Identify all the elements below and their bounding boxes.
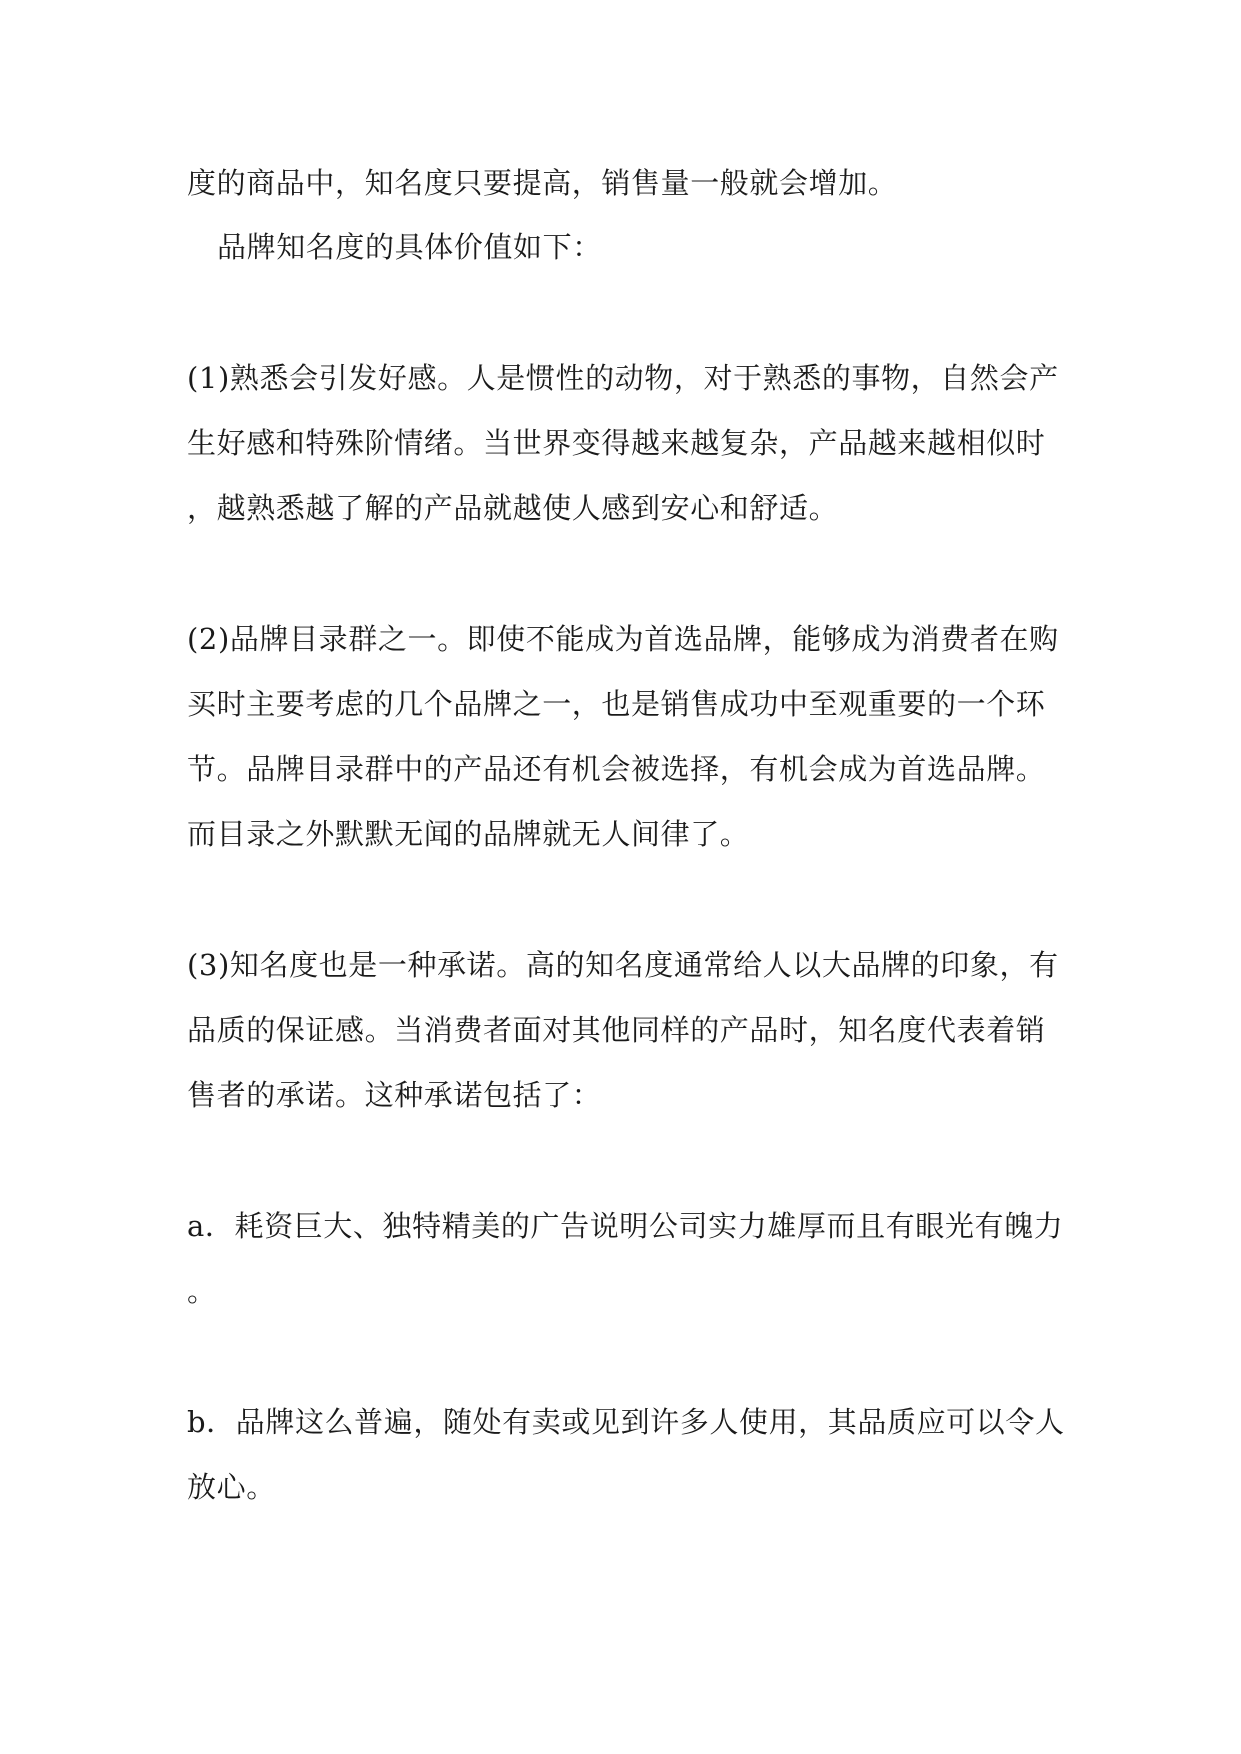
text-line: 节。品牌目录群中的产品还有机会被选择，有机会成为首选品牌。 (187, 752, 1046, 786)
text-line: 度的商品中，知名度只要提高，销售量一般就会增加。 (187, 166, 898, 200)
text-line: 放心。 (187, 1470, 276, 1504)
text-line: 买时主要考虑的几个品牌之一，也是销售成功中至观重要的一个环 (187, 687, 1046, 721)
text-line: (2)品牌目录群之一。即使不能成为首选品牌，能够成为消费者在购 (187, 622, 1059, 656)
text-line: (1)熟悉会引发好感。人是惯性的动物，对于熟悉的事物，自然会产 (187, 361, 1059, 395)
text-line: 而目录之外默默无闻的品牌就无人间律了。 (187, 817, 750, 851)
text-line: 售者的承诺。这种承诺包括了： (187, 1078, 602, 1112)
text-line: b．品牌这么普遍，随处有卖或见到许多人使用，其品质应可以令人 (187, 1405, 1065, 1439)
text-line: 品牌知名度的具体价值如下： (217, 230, 602, 264)
text-line: 品质的保证感。当消费者面对其他同样的产品时，知名度代表着销 (187, 1013, 1046, 1047)
text-line: (3)知名度也是一种承诺。高的知名度通常给人以大品牌的印象，有 (187, 948, 1059, 982)
text-line: 生好感和特殊阶情绪。当世界变得越来越复杂，产品越来越相似时 (187, 426, 1046, 460)
text-line: a．耗资巨大、独特精美的广告说明公司实力雄厚而且有眼光有魄力 (187, 1209, 1064, 1243)
text-line: 。 (187, 1274, 217, 1308)
text-line: ，越熟悉越了解的产品就越使人感到安心和舒适。 (187, 491, 839, 525)
